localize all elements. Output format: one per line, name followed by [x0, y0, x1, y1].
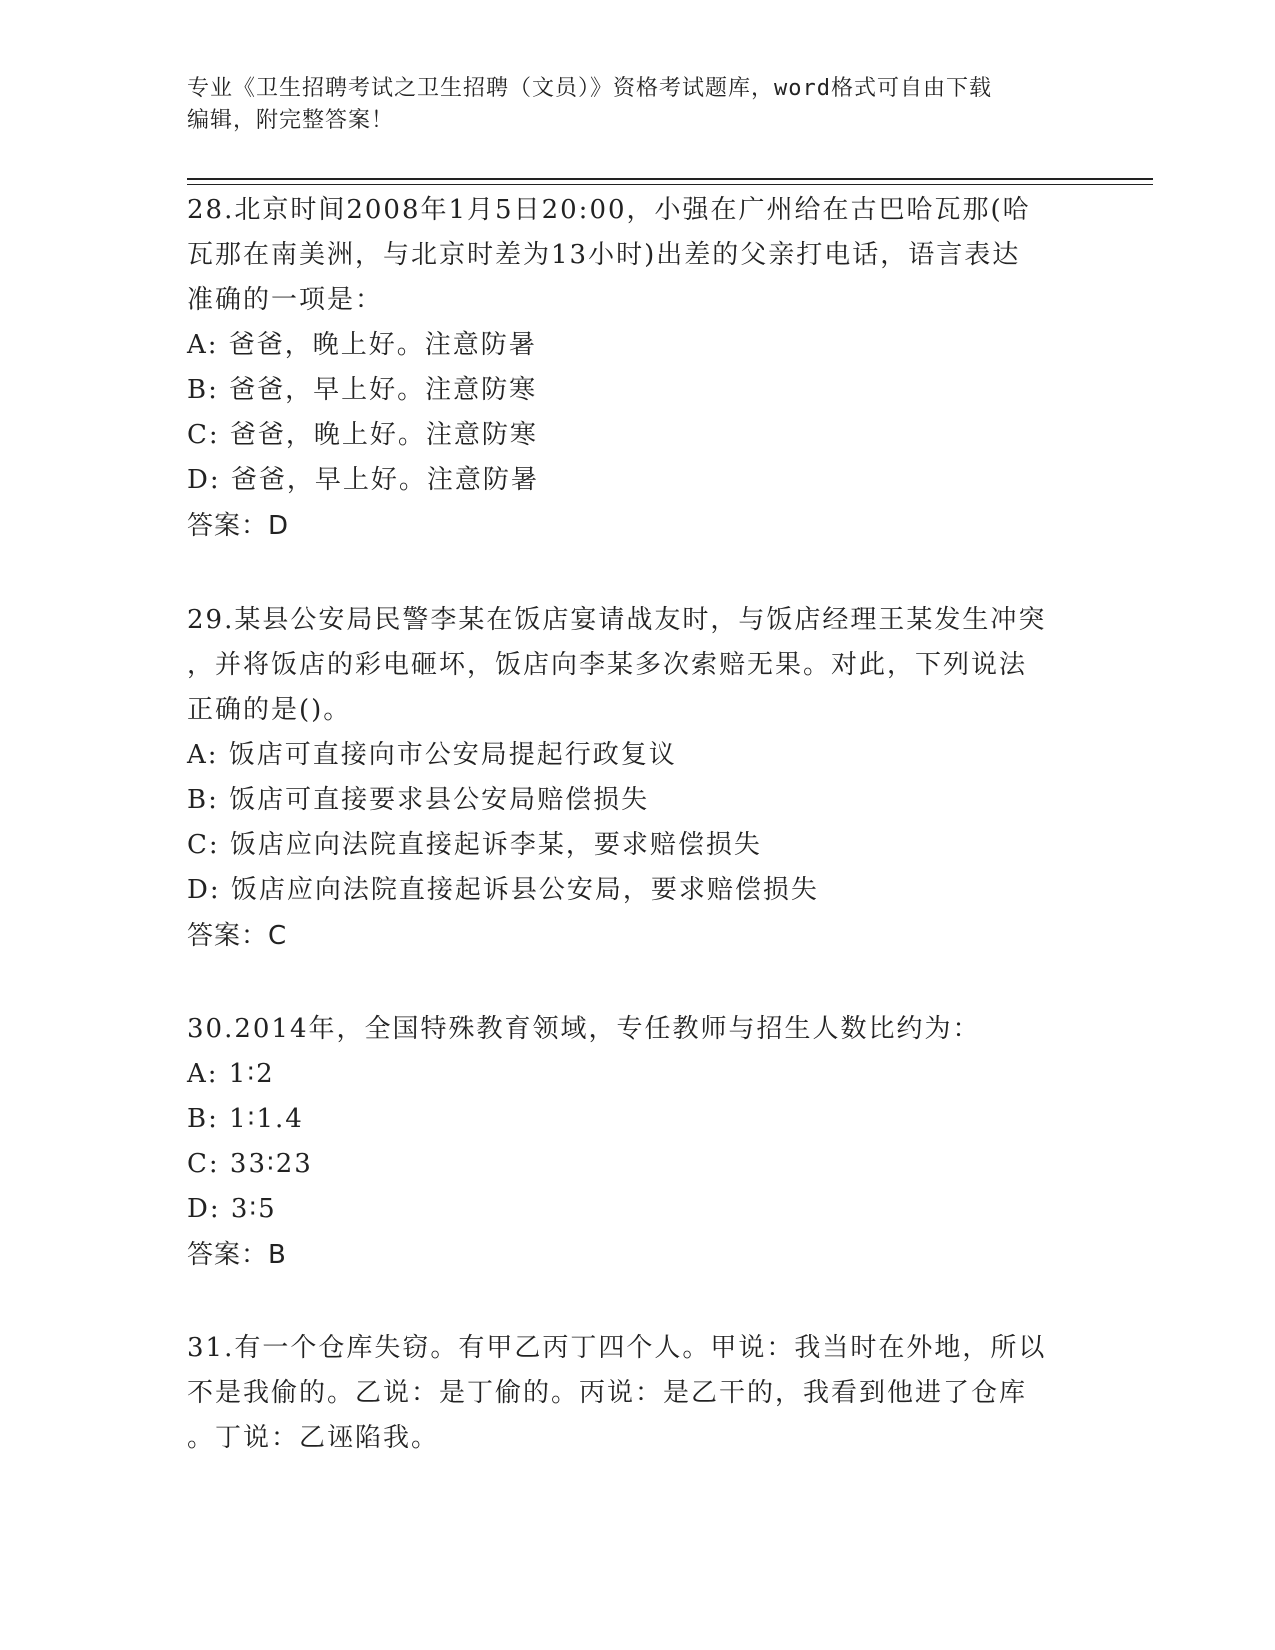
- stem-line: 瓦那在南美洲，与北京时差为13小时)出差的父亲打电话，语言表达: [187, 240, 1021, 270]
- stem-line: ，并将饭店的彩电砸坏，饭店向李某多次索赔无果。对此，下列说法: [187, 650, 1028, 680]
- option-a: A: 爸爸，晚上好。注意防暑: [187, 330, 537, 360]
- question-30: [187, 1007, 1087, 1278]
- question-stem: [187, 1007, 1087, 1052]
- option-d: D: 爸爸，早上好。注意防暑: [187, 465, 539, 495]
- option-b: B: 饭店可直接要求县公安局赔偿损失: [187, 785, 650, 815]
- option-b: B: 爸爸，早上好。注意防寒: [187, 375, 538, 405]
- stem-line: 29.某县公安局民警李某在饭店宴请战友时，与饭店经理王某发生冲突: [187, 605, 1047, 635]
- stem-line: 。丁说：乙诬陷我。: [187, 1423, 440, 1453]
- option-a: A: 1∶2: [187, 1059, 275, 1089]
- stem-line: 准确的一项是：: [187, 285, 384, 315]
- option-d: D: 3∶5: [187, 1194, 277, 1224]
- header-line-2: 编辑，附完整答案！: [187, 108, 395, 133]
- option-c: C: 33∶23: [187, 1149, 313, 1179]
- question-stem: [187, 188, 1087, 323]
- stem-line: 正确的是()。: [187, 695, 352, 725]
- option-d: D: 饭店应向法院直接起诉县公安局，要求赔偿损失: [187, 875, 819, 905]
- option-a: A: 饭店可直接向市公安局提起行政复议: [187, 740, 677, 770]
- stem-line: 28.北京时间2008年1月5日20:00，小强在广州给在古巴哈瓦那(哈: [187, 195, 1031, 225]
- question-29: [187, 598, 1087, 959]
- option-c: C: 爸爸，晚上好。注意防寒: [187, 420, 538, 450]
- option-c: C: 饭店应向法院直接起诉李某，要求赔偿损失: [187, 830, 762, 860]
- question-stem: [187, 1326, 1087, 1461]
- question-stem: [187, 598, 1087, 733]
- question-31: [187, 1326, 1087, 1461]
- document-header: [187, 73, 1087, 137]
- answer-line: 答案：C: [187, 921, 288, 951]
- option-b: B: 1∶1.4: [187, 1104, 304, 1134]
- stem-line: 不是我偷的。乙说：是丁偷的。丙说：是乙干的，我看到他进了仓库: [187, 1378, 1028, 1408]
- header-line-1: 专业《卫生招聘考试之卫生招聘（文员）》资格考试题库，word格式可自由下载: [187, 76, 992, 101]
- stem-line: 31.有一个仓库失窃。有甲乙丙丁四个人。甲说：我当时在外地，所以: [187, 1333, 1047, 1363]
- stem-line: 30.2014年，全国特殊教育领域，专任教师与招生人数比约为：: [187, 1014, 981, 1044]
- header-divider-thick: [187, 178, 1153, 180]
- question-28: [187, 188, 1087, 549]
- answer-line: 答案：B: [187, 1240, 287, 1270]
- answer-line: 答案：D: [187, 511, 290, 541]
- header-divider-thin: [187, 184, 1153, 185]
